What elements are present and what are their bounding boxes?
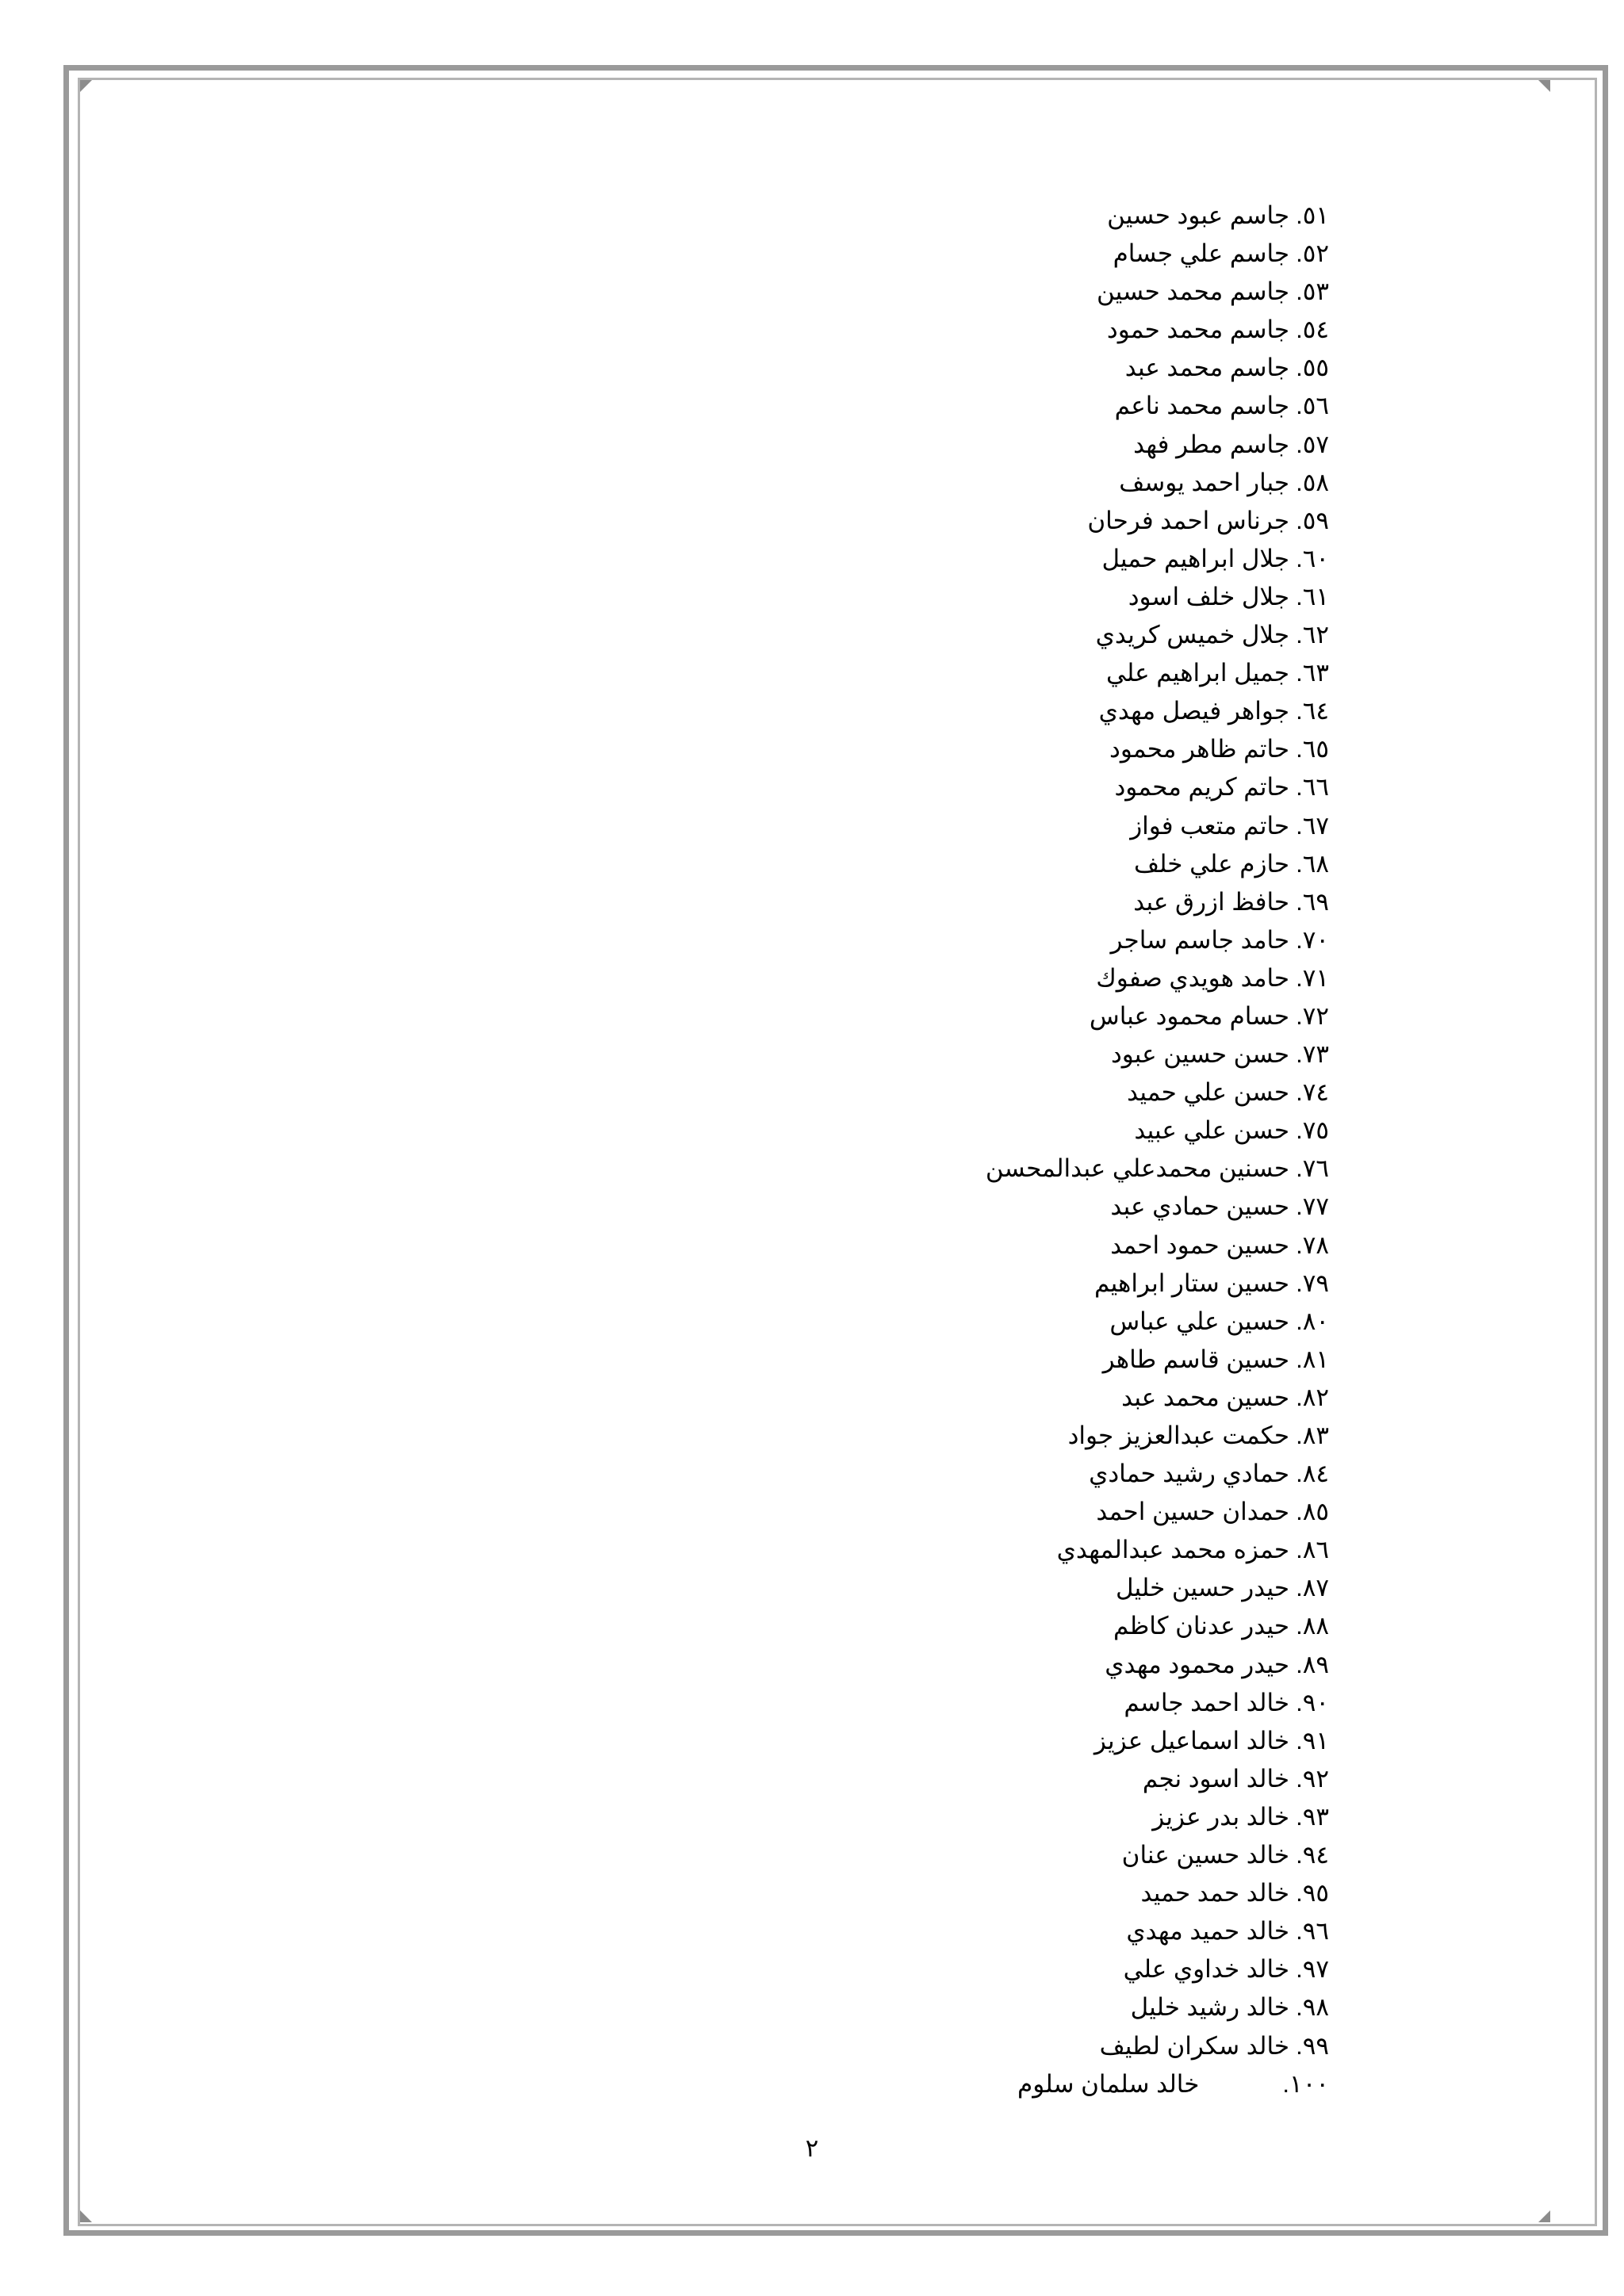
corner-ornament-bottom-right xyxy=(1538,2210,1550,2222)
item-name: حسام محمود عباس xyxy=(1089,1001,1290,1030)
item-name: خالد سلمان سلوم xyxy=(1017,2069,1200,2098)
list-item xyxy=(159,654,1329,692)
list-item xyxy=(159,807,1329,845)
item-number: ٩٤. xyxy=(1296,1841,1329,1869)
item-number: ١٠٠. xyxy=(1282,2069,1329,2098)
list-item xyxy=(159,1265,1329,1303)
list-item xyxy=(159,1112,1329,1150)
item-name: حيدر حسين خليل xyxy=(1116,1574,1290,1602)
list-item xyxy=(159,273,1329,311)
name-list xyxy=(159,197,1329,2103)
list-item xyxy=(159,1722,1329,1760)
item-number: ٧٦. xyxy=(1296,1154,1329,1183)
list-item xyxy=(159,464,1329,502)
list-item xyxy=(159,768,1329,806)
item-number: ٩٢. xyxy=(1296,1764,1329,1793)
item-name: حسن علي حميد xyxy=(1127,1078,1290,1107)
item-name: خالد بدر عزيز xyxy=(1152,1802,1290,1831)
list-item xyxy=(159,1226,1329,1265)
item-name: خالد اسماعيل عزيز xyxy=(1094,1726,1290,1755)
item-name: حامد هويدي صفوك xyxy=(1096,963,1290,992)
item-name: حسين علي عباس xyxy=(1109,1307,1290,1335)
item-name: خالد رشيد خليل xyxy=(1130,1993,1290,2022)
item-number: ٨٧. xyxy=(1296,1574,1329,1602)
item-number: ٩٠. xyxy=(1296,1688,1329,1716)
list-item xyxy=(159,1646,1329,1684)
list-item xyxy=(159,692,1329,730)
page-number: ٢ xyxy=(805,2134,819,2162)
item-number: ٦٣. xyxy=(1296,659,1329,687)
item-number: ٧٣. xyxy=(1296,1040,1329,1069)
item-name: حسين حمود احمد xyxy=(1110,1230,1290,1259)
item-name: حاتم متعب فواز xyxy=(1130,811,1290,840)
list-item xyxy=(159,311,1329,349)
item-name: حسين محمد عبد xyxy=(1121,1383,1290,1411)
item-name: حافظ ازرق عبد xyxy=(1133,887,1290,916)
item-number: ٨٦. xyxy=(1296,1536,1329,1564)
item-number: ٩٩. xyxy=(1296,2031,1329,2060)
list-item xyxy=(159,1150,1329,1188)
list-item xyxy=(159,1988,1329,2026)
item-number: ٥١. xyxy=(1296,201,1329,229)
list-item xyxy=(159,997,1329,1035)
item-name: خالد حمد حميد xyxy=(1140,1879,1290,1908)
item-name: جاسم مطر فهد xyxy=(1133,430,1290,458)
list-item xyxy=(159,883,1329,921)
item-name: حمادي رشيد حمادي xyxy=(1089,1460,1290,1488)
corner-ornament-top-right xyxy=(1538,80,1550,92)
list-item xyxy=(159,1531,1329,1569)
item-number: ٧٤. xyxy=(1296,1078,1329,1107)
item-name: جلال ابراهيم حميل xyxy=(1101,544,1290,572)
item-name: خالد خداوي علي xyxy=(1123,1955,1290,1984)
item-name: جبار احمد يوسف xyxy=(1119,468,1290,496)
item-name: حاتم كريم محمود xyxy=(1114,773,1290,802)
list-item xyxy=(159,349,1329,387)
item-number: ٦٤. xyxy=(1296,697,1329,725)
item-name: حسن علي عبيد xyxy=(1134,1116,1290,1145)
item-number: ٦٢. xyxy=(1296,621,1329,649)
item-name: حامد جاسم ساجر xyxy=(1110,925,1290,954)
item-name: حمزه محمد عبدالمهدي xyxy=(1056,1536,1290,1564)
item-name: حمدان حسين احمد xyxy=(1096,1498,1290,1526)
list-item xyxy=(159,1341,1329,1379)
item-name: حسن حسين عبود xyxy=(1110,1040,1290,1069)
list-item xyxy=(159,845,1329,883)
item-number: ٨٥. xyxy=(1296,1498,1329,1526)
list-item xyxy=(159,1417,1329,1455)
list-item xyxy=(159,730,1329,768)
item-number: ٨٠. xyxy=(1296,1307,1329,1335)
list-item xyxy=(159,1493,1329,1531)
item-name: خالد سكران لطيف xyxy=(1099,2031,1290,2060)
item-number: ٥٥. xyxy=(1296,354,1329,382)
item-number: ٨٢. xyxy=(1296,1383,1329,1411)
list-item xyxy=(159,1607,1329,1645)
list-item xyxy=(159,578,1329,616)
item-number: ٨٣. xyxy=(1296,1422,1329,1449)
item-name: جواهر فيصل مهدي xyxy=(1098,697,1290,725)
item-number: ٦١. xyxy=(1296,582,1329,610)
item-name: حكمت عبدالعزيز جواد xyxy=(1067,1422,1290,1449)
item-name: جرناس احمد فرحان xyxy=(1087,506,1290,534)
item-name: جاسم محمد حمود xyxy=(1106,316,1290,344)
item-name: حيدر محمود مهدي xyxy=(1105,1650,1290,1678)
list-item xyxy=(159,387,1329,425)
item-name: حاتم ظاهر محمود xyxy=(1109,735,1290,763)
list-item xyxy=(159,616,1329,654)
item-number: ٦٠. xyxy=(1296,544,1329,572)
item-number: ٥٩. xyxy=(1296,506,1329,534)
item-name: جلال خميس كريدي xyxy=(1095,621,1290,649)
item-number: ٥٦. xyxy=(1296,392,1329,420)
item-number: ٧٠. xyxy=(1296,925,1329,954)
list-item xyxy=(159,1760,1329,1798)
list-item xyxy=(159,502,1329,540)
list-item xyxy=(159,1379,1329,1417)
item-number: ٥٢. xyxy=(1296,239,1329,268)
item-number: ٨٩. xyxy=(1296,1650,1329,1678)
item-number: ٦٧. xyxy=(1296,811,1329,840)
list-item xyxy=(159,235,1329,273)
list-item xyxy=(159,1912,1329,1950)
item-name: خالد حميد مهدي xyxy=(1126,1917,1290,1946)
list-item xyxy=(159,1836,1329,1874)
item-number: ٧٧. xyxy=(1296,1192,1329,1221)
item-name: جاسم علي جسام xyxy=(1113,239,1290,268)
list-item xyxy=(159,426,1329,464)
item-name: حسين ستار ابراهيم xyxy=(1094,1269,1290,1297)
list-item xyxy=(159,1950,1329,1988)
item-number: ٥٧. xyxy=(1296,430,1329,458)
item-number: ٩١. xyxy=(1296,1726,1329,1755)
list-item xyxy=(159,1798,1329,1836)
item-name: جاسم محمد ناعم xyxy=(1114,392,1290,420)
item-number: ٥٣. xyxy=(1296,277,1329,306)
item-number: ٦٨. xyxy=(1296,849,1329,878)
item-name: حسنين محمدعلي عبدالمحسن xyxy=(985,1154,1290,1183)
item-number: ٦٦. xyxy=(1296,773,1329,802)
list-item xyxy=(159,2027,1329,2065)
item-number: ٨٨. xyxy=(1296,1612,1329,1640)
list-item xyxy=(159,197,1329,235)
list-item xyxy=(159,1684,1329,1722)
item-name: حسين قاسم طاهر xyxy=(1102,1345,1290,1373)
item-number: ٦٩. xyxy=(1296,887,1329,916)
item-name: جاسم محمد حسين xyxy=(1097,277,1290,306)
item-number: ٧٩. xyxy=(1296,1269,1329,1297)
item-number: ٨٤. xyxy=(1296,1460,1329,1488)
corner-ornament-top-left xyxy=(80,80,92,92)
item-number: ٩٧. xyxy=(1296,1955,1329,1984)
list-item xyxy=(159,1035,1329,1073)
item-name: جلال خلف اسود xyxy=(1128,582,1290,610)
item-number: ٥٨. xyxy=(1296,468,1329,496)
item-number: ٧٨. xyxy=(1296,1230,1329,1259)
item-number: ٥٤. xyxy=(1296,316,1329,344)
item-name: حازم علي خلف xyxy=(1133,849,1290,878)
item-name: خالد حسين عنان xyxy=(1121,1841,1290,1869)
item-name: جاسم محمد عبد xyxy=(1124,354,1290,382)
list-item xyxy=(159,1188,1329,1226)
item-name: خالد اسود نجم xyxy=(1142,1764,1290,1793)
item-number: ٨١. xyxy=(1296,1345,1329,1373)
item-number: ٩٨. xyxy=(1296,1993,1329,2022)
item-name: حسين حمادي عبد xyxy=(1110,1192,1290,1221)
item-number: ٩٦. xyxy=(1296,1917,1329,1946)
item-number: ٧٥. xyxy=(1296,1116,1329,1145)
list-item xyxy=(159,921,1329,959)
item-name: جاسم عبود حسين xyxy=(1107,201,1290,229)
item-number: ٩٣. xyxy=(1296,1802,1329,1831)
list-item xyxy=(159,1874,1329,1912)
corner-ornament-bottom-left xyxy=(80,2210,92,2222)
list-item xyxy=(159,1569,1329,1607)
item-name: حيدر عدنان كاظم xyxy=(1113,1612,1290,1640)
list-item xyxy=(159,1073,1329,1112)
list-item xyxy=(159,540,1329,578)
item-number: ٦٥. xyxy=(1296,735,1329,763)
list-item xyxy=(159,959,1329,997)
item-number: ٧١. xyxy=(1296,963,1329,992)
list-item xyxy=(159,1455,1329,1493)
item-name: جميل ابراهيم علي xyxy=(1106,659,1290,687)
item-number: ٧٢. xyxy=(1296,1001,1329,1030)
list-item xyxy=(159,1303,1329,1341)
item-number: ٩٥. xyxy=(1296,1879,1329,1908)
item-name: خالد احمد جاسم xyxy=(1124,1688,1290,1716)
list-item xyxy=(159,2065,1329,2103)
